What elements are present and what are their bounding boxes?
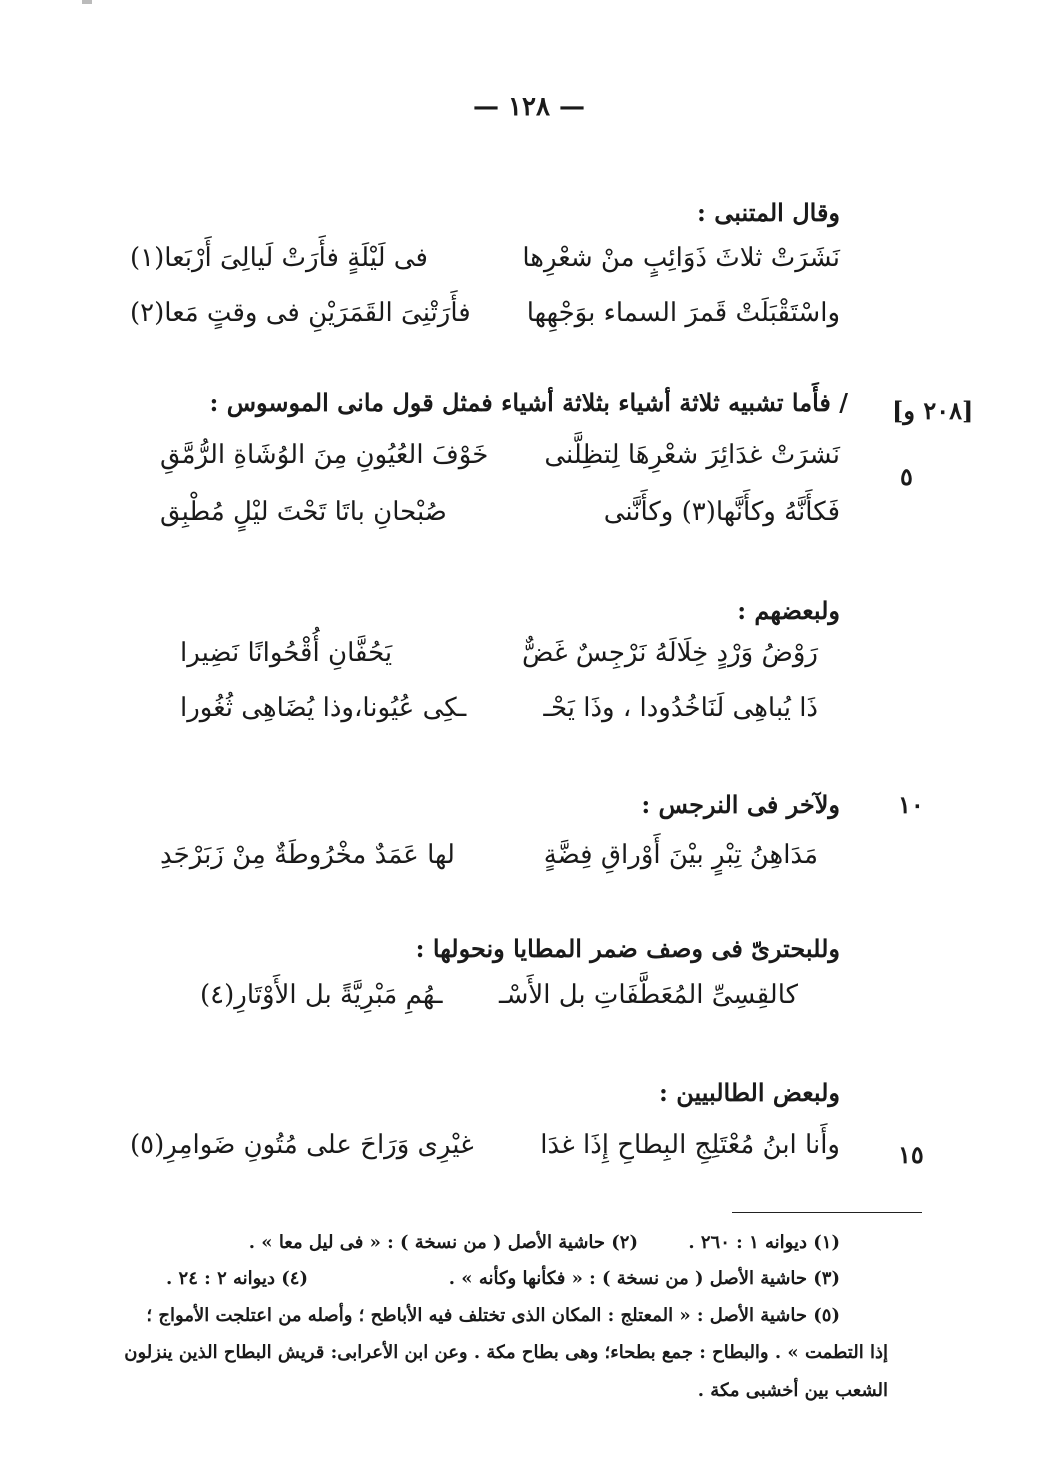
line-number-15: ١٥ (898, 1140, 924, 1169)
footnote-3: (٣) حاشية الأصل ( من نسخة ) : « فكأنها وكأنه » . (448, 1268, 840, 1289)
verse-line (130, 243, 840, 287)
footnote-5-line-2: إذا التطمت » . والبطاح : جمع بطحاء؛ وهى بطاح مكة . وعن ابن الأعرابى: قريش البطاح الذين ينزلون (124, 1342, 888, 1363)
verse-line (160, 497, 840, 541)
scan-mark (82, 0, 92, 4)
verse-second-hemistich: غيْرِى وَرَاحَ على مُتُونِ ضَوامِرِ(٥) (130, 1130, 474, 1160)
footnote-4: (٤) ديوانه ٢ : ٢٤ . (166, 1268, 308, 1289)
verse-first-hemistich: وأَنا ابنُ مُعْتَلِجِ البِطاحِ إِذَا غدَا (540, 1130, 840, 1160)
verse-first-hemistich: رَوْضُ وَرْدٍ خِلَالَهُ نَرْجِسٌ غَضٌّ (522, 638, 818, 668)
verse-second-hemistich: يَحُفَّانِ أُقْحُوانًا نَضِيرا (180, 638, 393, 668)
verse-first-hemistich: نَشَرَتْ ثلاثَ ذَوَائِبٍ منْ شعْرِها (522, 243, 840, 273)
section-intro-mani: / فأَما تشبيه ثلاثة أشياء بثلاثة أشياء فمثل قول مانى الموسوس : (209, 388, 848, 417)
verse-second-hemistich: فى لَيْلَةٍ فأَرَتْ لَيالِىَ أَرْبَعا(١) (130, 243, 428, 273)
verse-line (160, 840, 818, 884)
verse-second-hemistich: ـهُمِ مَبْرِيَّةً بل الأَوْتَارِ(٤) (200, 980, 443, 1010)
verse-line (180, 693, 818, 737)
verse-first-hemistich: نَشرَتْ غدَائِرَ شعْرِهَا لِتظِلَّنى (544, 440, 840, 470)
footnote-1: (١) ديوانه ١ : ٢٦٠ . (688, 1232, 840, 1253)
verse-first-hemistich: واسْتَقْبَلَتْ قَمرَ السماء بوَجْهِها (526, 298, 840, 328)
verse-second-hemistich: فأَرَتْنِىَ القَمَرَيْنِ فى وقتٍ مَعا(٢) (130, 298, 471, 328)
footnote-rule (732, 1212, 922, 1213)
verse-second-hemistich: ـكِى عُيُونا،وذا يُضَاهِى ثُغُورا (180, 693, 467, 723)
verse-line (180, 638, 818, 682)
verse-first-hemistich: فَكأَنَّهُ وكأَنَّها(٣) وكأَنَّنى (603, 497, 840, 527)
verse-line (200, 980, 798, 1024)
verse-second-hemistich: خَوْفَ العُيُونِ مِنَ الوُشَاةِ الرُّمَّقِ (160, 440, 489, 470)
section-intro-narcissus: ولآخر فى النرجس : (641, 790, 840, 819)
verse-second-hemistich: صُبْحانِ باتَا تَحْتَ ليْلٍ مُطْبِق (160, 497, 447, 527)
verse-first-hemistich: مَدَاهِنُ تِبْرٍ بيْنَ أَوْراقِ فِضَّةٍ (543, 840, 818, 870)
verse-line (160, 440, 840, 484)
section-intro-buhturi: وللبحترىّ فى وصف ضمر المطايا ونحولها : (415, 934, 840, 963)
folio-marker: [٢٠٨ و] (892, 396, 974, 425)
verse-first-hemistich: ذَا يُباهِى لَنَاخُدُودا ، وذَا يَحْـ (543, 693, 818, 723)
verse-line (130, 298, 840, 342)
section-intro-ba-dihim: ولبعضهم : (737, 596, 840, 625)
footnote-2: (٢) حاشية الأصل ( من نسخة ) : « فى ليل معا » . (248, 1232, 638, 1253)
line-number-10: ١٠ (898, 790, 924, 819)
verse-line (130, 1130, 840, 1174)
page-number: — ١٢٨ — (472, 92, 586, 122)
section-intro-mutanabbi: وقال المتنبى : (697, 198, 840, 227)
footnote-5-line-1: (٥) حاشية الأصل : « المعتلج : المكان الذى تختلف فيه الأباطح ؛ وأصله من اعتلجت الأمواج ؛ (146, 1305, 840, 1326)
verse-second-hemistich: لها عَمَدٌ مخْرُوطَةٌ مِنْ زَبَرْجَدِ (160, 840, 455, 870)
footnote-5-line-3: الشعب بين أخشبى مكة . (697, 1380, 888, 1401)
verse-first-hemistich: كالقِسِىِّ المُعَطَّفَاتِ بل الأَسْـ (498, 980, 798, 1010)
section-intro-talibiyyin: ولبعض الطالبيين : (659, 1078, 840, 1107)
line-number-5: ٥ (900, 462, 913, 491)
